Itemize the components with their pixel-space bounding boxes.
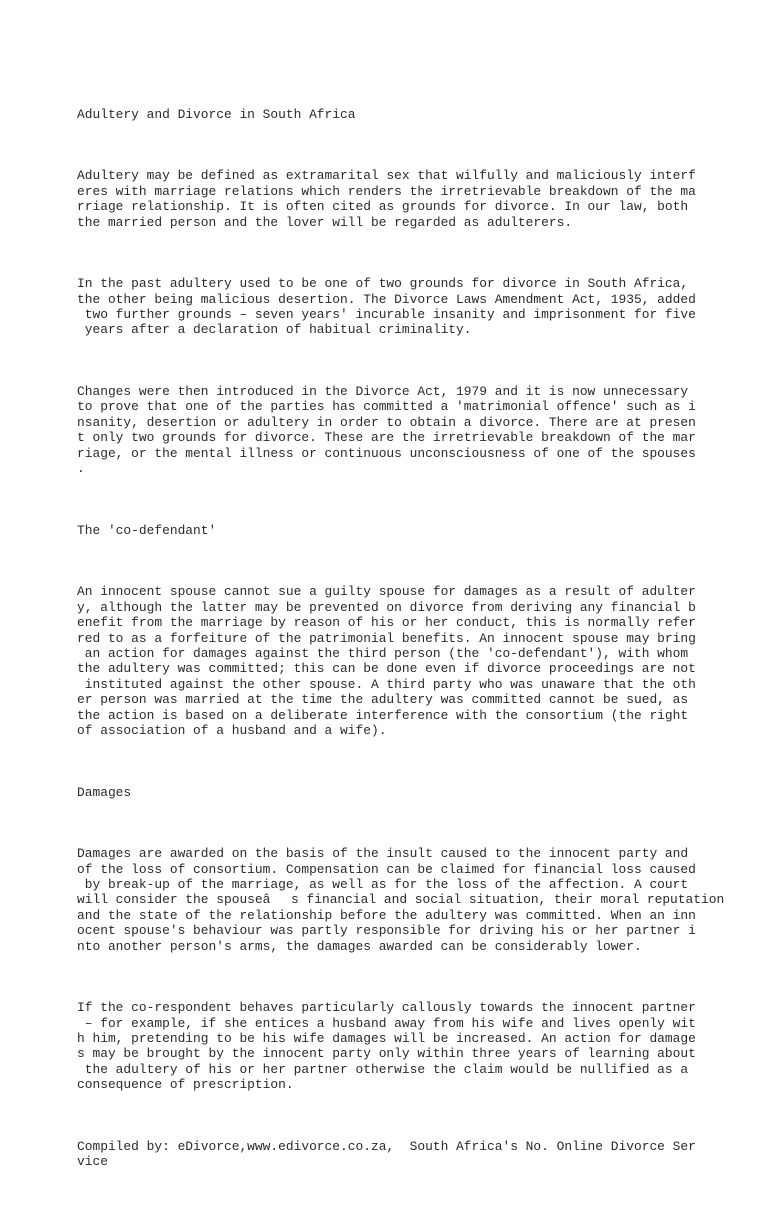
paragraph-damages: Damages are awarded on the basis of the insult caused to the innocent party and of the loss of consortium. Compensation can be claimed for financial loss caused by break-up of the marriage, as well as for the loss of the affection. A court will consider the spouseâs financial and social situation, their moral reputation and the state of the relationship before the adultery was committed. When an inn ocent spouse's behaviour was partly responsible for driving his or her partner i nto another person's arms, the damages awarded can be considerably lower.	[77, 846, 725, 954]
paragraph-divorce-act-1979: Changes were then introduced in the Divorce Act, 1979 and it is now unnecessary to prove that one of the parties has committed a 'matrimonial offence' such as i nsanity, desertion or adultery in order to obtain a divorce. There are at presen t only two grounds for divorce. These are the irretrievable breakdown of the mar riage, or the mental illness or continuous unconsciousness of one of the spouses .	[77, 384, 696, 477]
paragraph-grounds-history: In the past adultery used to be one of two grounds for divorce in South Africa, the other being malicious desertion. The Divorce Laws Amendment Act, 1935, added two further grounds – seven years' incurable insanity and imprisonment for five years after a declaration of habitual criminality.	[77, 276, 696, 338]
paragraph-co-defendant: An innocent spouse cannot sue a guilty spouse for damages as a result of adulter y, although the latter may be prevented on divorce from deriving any financial b enefit from the marriage by reason of his or her conduct, this is normally refer red to as a forfeiture of the patrimonial benefits. An innocent spouse may bring an action for damages against the third person (the 'co-defendant'), with whom the adultery was committed; this can be done even if divorce proceedings are not instituted against the other spouse. A third party who was unaware that the oth er person was married at the time the adultery was committed cannot be sued, as the action is based on a deliberate interference with the consortium (the right of association of a husband and a wife).	[77, 584, 696, 738]
footer-credit: Compiled by: eDivorce,www.edivorce.co.za, South Africa's No. Online Divorce Ser vice	[77, 1138, 696, 1170]
document-body	[77, 76, 727, 1216]
paragraph-co-respondent: If the co-respondent behaves particularly callously towards the innocent partner – for example, if she entices a husband away from his wife and lives openly wit h him, pretending to be his wife damages will be increased. An action for damage s may be brought by the innocent party only within three years of learning about the adultery of his or her partner otherwise the claim would be nullified as a consequence of prescription.	[77, 1000, 696, 1093]
document-title: Adultery and Divorce in South Africa	[77, 106, 356, 122]
paragraph-adultery-definition: Adultery may be defined as extramarital sex that wilfully and maliciously interf eres with marriage relations which renders the irretrievable breakdown of the ma rriage relationship. It is often cited as grounds for divorce. In our law, both the married person and the lover will be regarded as adulterers.	[77, 168, 696, 230]
heading-damages: Damages	[77, 784, 132, 800]
heading-co-defendant: The 'co-defendant'	[77, 522, 217, 538]
